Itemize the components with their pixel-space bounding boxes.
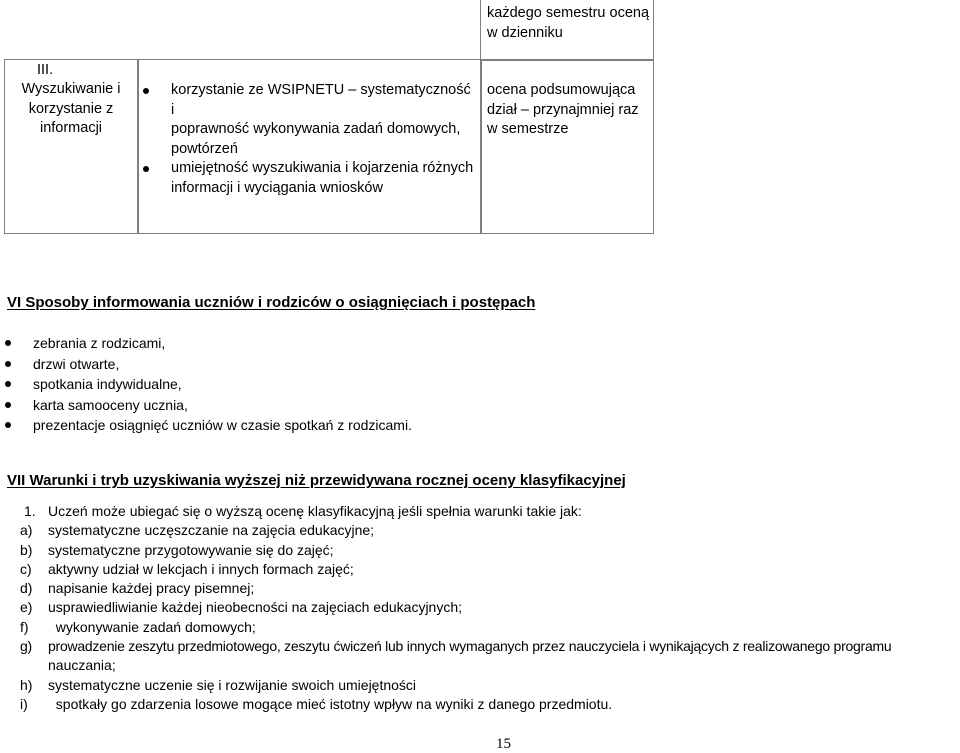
list-item [33, 415, 412, 436]
item-label: i) [20, 695, 28, 712]
item-text: aktywny udział w lekcjach i innych formach zajęć; [48, 560, 354, 577]
item-text: napisanie każdej pracy pisemnej; [48, 580, 255, 597]
section-title [8, 80, 134, 139]
section-vi-heading: VI Sposoby informowania uczniów i rodziców o osiągnięciach i postępach [7, 294, 536, 311]
top-right-cell-text [487, 4, 649, 43]
bullet-icon [143, 166, 149, 172]
text-line: w dzienniku [487, 24, 563, 41]
text-line: korzystanie z [28, 100, 114, 117]
list-item [20, 579, 891, 598]
list-item [20, 618, 891, 637]
item-text: systematyczne przygotowywanie się do zajęć; [48, 541, 334, 558]
list-item [20, 676, 891, 695]
list-item-text: prezentacje osiągnięć uczniów w czasie spotkań z rodzicami. [33, 417, 412, 433]
item-label: b) [20, 541, 33, 558]
item-label: a) [20, 522, 33, 539]
assessment-text [487, 81, 639, 140]
item-text: spotkały go zdarzenia losowe mogące mieć istotny wpływ na wyniki z danego przedmiotu. [48, 695, 613, 712]
text-line: powtórzeń [171, 140, 238, 157]
list-item-continuation [20, 656, 891, 675]
item-label: h) [20, 676, 33, 693]
item-label: g) [20, 638, 32, 655]
text-line: poprawność wykonywania zadań domowych, [171, 121, 461, 137]
bullet-icon [5, 422, 11, 428]
bullet-icon [5, 361, 11, 367]
list-item [171, 159, 476, 198]
bullet-icon [143, 88, 149, 94]
intro-row [24, 502, 895, 521]
list-item [20, 541, 891, 560]
text-line: Wyszukiwanie i [21, 81, 121, 97]
list-item [33, 354, 412, 375]
item-label: c) [20, 560, 32, 577]
section-vi-list [33, 333, 412, 436]
list-item [33, 333, 412, 354]
list-item [33, 395, 412, 416]
text-line: ocena podsumowująca [487, 82, 636, 98]
item-label: e) [20, 599, 33, 616]
intro-number: 1. [24, 503, 36, 519]
page-number: 15 [496, 736, 511, 752]
list-item-text: karta samooceny ucznia, [33, 396, 188, 413]
list-item [20, 695, 891, 714]
bullet-icon [5, 381, 11, 387]
intro-text: Uczeń może ubiegać się o wyższą ocenę klasyfikacyjną jeśli spełnia warunki takie jak: [48, 503, 582, 519]
text-line: informacji i wyciągania wniosków [171, 179, 383, 196]
list-item-text: zebrania z rodzicami, [33, 335, 166, 351]
section-number: III. [37, 62, 54, 78]
list-item-text: spotkania indywidualne, [33, 376, 182, 392]
bullet-icon [5, 402, 11, 408]
item-text: prowadzenie zeszytu przedmiotowego, zeszytu ćwiczeń lub innych wymaganych przez nauczyciela i wynikających z realizowanego programu [48, 638, 892, 655]
text-line: umiejętność wyszukiwania i kojarzenia różnych [171, 160, 474, 176]
list-item [33, 374, 412, 395]
item-text: systematyczne uczenie się i rozwijanie swoich umiejętności [48, 676, 417, 693]
section-vii-heading: VII Warunki i tryb uzyskiwania wyższej niż przewidywana rocznej oceny klasyfikacyjnej [7, 472, 626, 489]
text-line: każdego semestru oceną [487, 5, 650, 21]
bullet-icon [5, 340, 11, 346]
item-text: usprawiedliwianie każdej nieobecności na zajęciach edukacyjnych; [48, 599, 463, 616]
list-item-text: drzwi otwarte, [33, 355, 120, 372]
text-line: informacji [39, 120, 103, 136]
text-line: w semestrze [487, 121, 569, 137]
item-label: d) [20, 580, 33, 597]
list-item [20, 598, 891, 617]
item-text: systematyczne uczęszczanie na zajęcia edukacyjne; [48, 522, 375, 539]
section-vii-list [20, 502, 891, 714]
item-text: nauczania; [48, 657, 116, 674]
text-line: korzystanie ze WSIPNETU – systematyczność i [171, 82, 471, 118]
list-item [171, 81, 476, 159]
criteria-list [171, 81, 476, 198]
list-item [20, 521, 891, 540]
list-item [20, 560, 891, 579]
item-label: f) [20, 618, 29, 635]
list-item [20, 637, 891, 656]
item-text: wykonywanie zadań domowych; [48, 618, 256, 635]
text-line: dział – przynajmniej raz [487, 101, 639, 118]
